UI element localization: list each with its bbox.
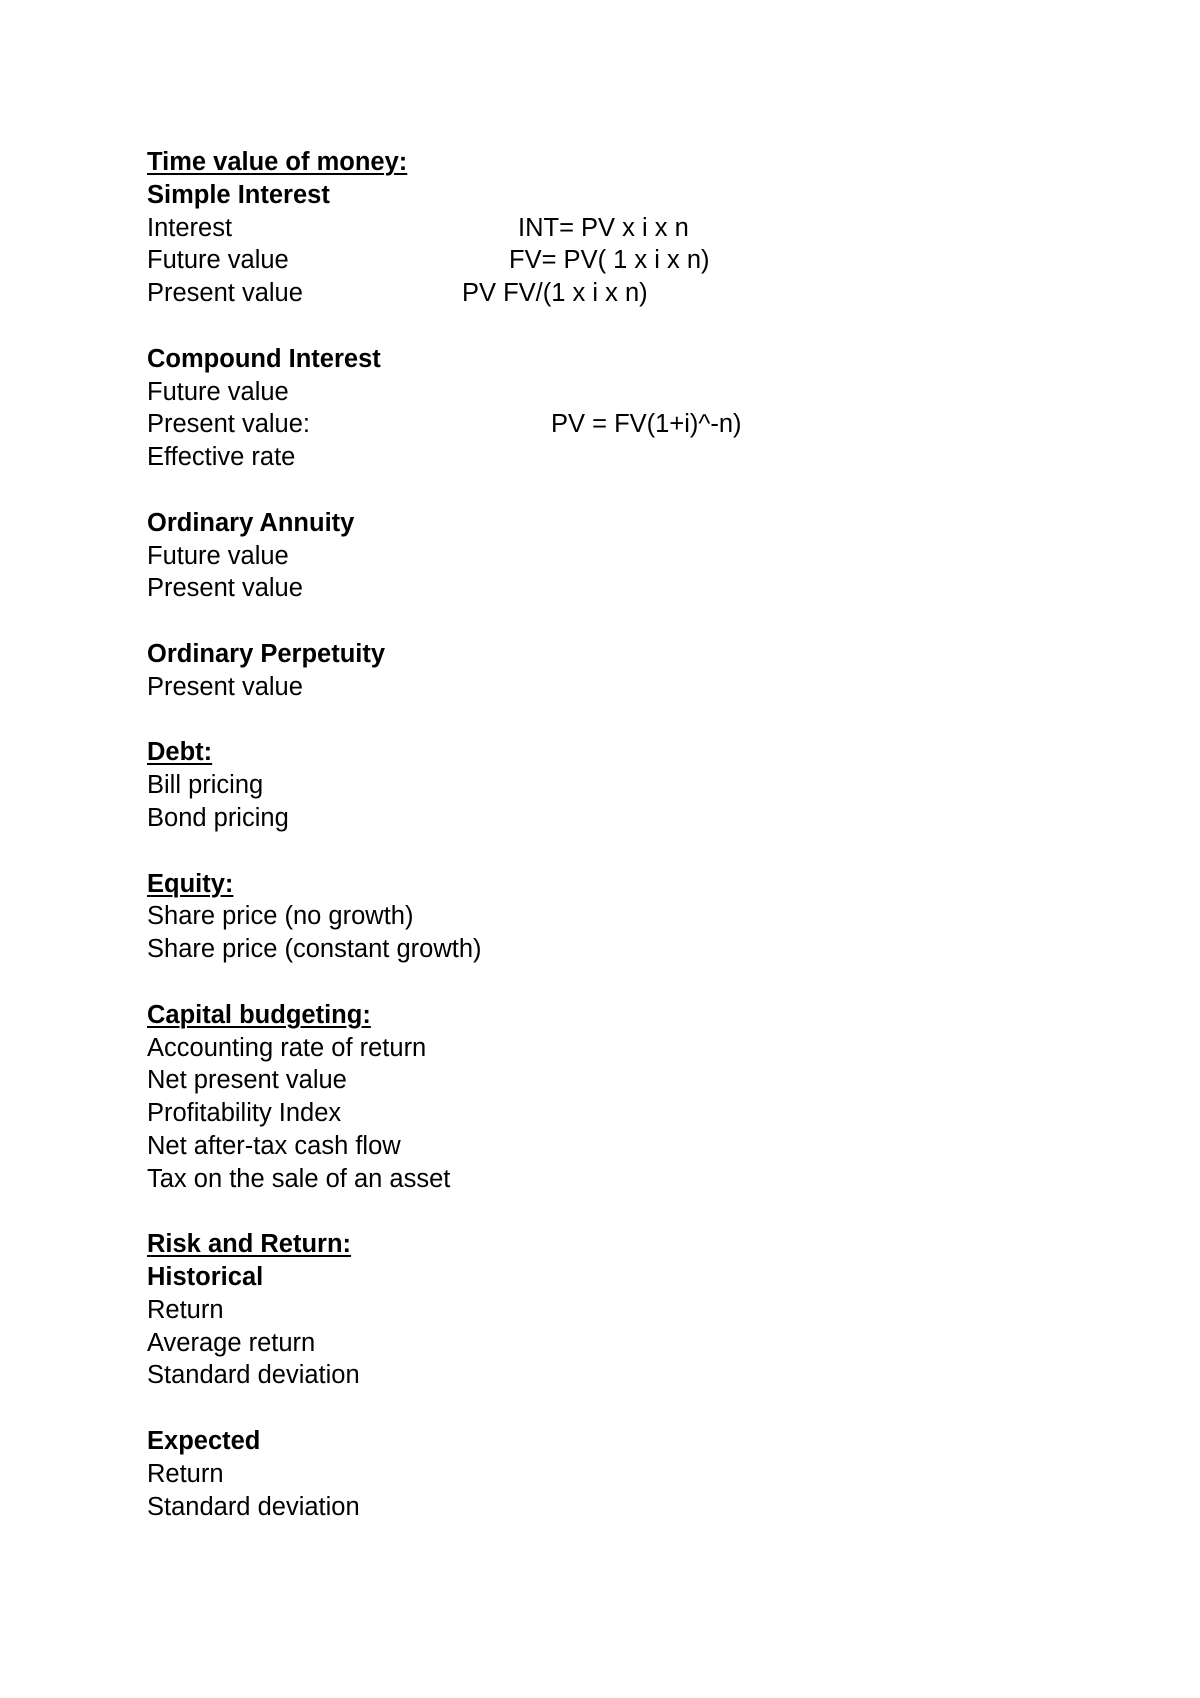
subheading-ordinary-annuity: Ordinary Annuity xyxy=(147,508,355,537)
spacer xyxy=(147,835,1097,868)
spacer xyxy=(147,966,1097,999)
row-share-price-no-growth: Share price (no growth) xyxy=(147,902,414,931)
row-label: Future value xyxy=(147,377,289,406)
row-accounting-rate-of-return: Accounting rate of return xyxy=(147,1033,427,1062)
section-title-risk-return: Risk and Return: xyxy=(147,1230,352,1259)
spacer xyxy=(147,474,1097,507)
section-title-time-value: Time value of money: xyxy=(147,148,408,176)
section-title-debt: Debt: xyxy=(147,738,213,767)
subheading-ordinary-perpetuity: Ordinary Perpetuity xyxy=(147,639,386,668)
formula-future-value: FV= PV( 1 x i x n) xyxy=(509,246,710,275)
spacer xyxy=(147,310,1097,343)
subheading-simple-interest: Simple Interest xyxy=(147,180,330,209)
row-label: Effective rate xyxy=(147,443,296,472)
spacer xyxy=(147,1196,1097,1229)
spacer xyxy=(147,605,1097,638)
row-expected-return: Return xyxy=(147,1459,224,1488)
row-annuity-future-value: Future value xyxy=(147,541,289,570)
row-compound-present-value xyxy=(147,408,1097,441)
formula-interest: INT= PV x i x n xyxy=(518,213,689,242)
section-title-equity: Equity: xyxy=(147,869,234,898)
row-label: Interest xyxy=(147,213,233,242)
row-net-present-value: Net present value xyxy=(147,1066,347,1095)
formula-sheet-page xyxy=(147,146,1097,1523)
row-simple-future-value xyxy=(147,244,1097,277)
row-simple-present-value xyxy=(147,277,1097,310)
subheading-historical: Historical xyxy=(147,1263,264,1292)
row-historical-return: Return xyxy=(147,1295,224,1324)
spacer xyxy=(147,1392,1097,1425)
row-bill-pricing: Bill pricing xyxy=(147,771,264,800)
row-label: Present value: xyxy=(147,410,311,439)
row-compound-future-value xyxy=(147,376,1097,409)
row-simple-interest xyxy=(147,212,1097,245)
row-share-price-constant-growth: Share price (constant growth) xyxy=(147,935,482,964)
row-net-after-tax-cash-flow: Net after-tax cash flow xyxy=(147,1131,401,1160)
row-historical-average-return: Average return xyxy=(147,1328,316,1357)
subheading-compound-interest: Compound Interest xyxy=(147,344,381,373)
row-label: Future value xyxy=(147,246,289,275)
row-perpetuity-present-value: Present value xyxy=(147,672,303,701)
row-effective-rate xyxy=(147,441,1097,474)
row-expected-standard-deviation: Standard deviation xyxy=(147,1492,360,1521)
row-label: Present value xyxy=(147,279,303,308)
row-historical-standard-deviation: Standard deviation xyxy=(147,1361,360,1390)
spacer xyxy=(147,704,1097,737)
formula-compound-present-value: PV = FV(1+i)^-n) xyxy=(551,410,742,439)
subheading-expected: Expected xyxy=(147,1427,261,1456)
row-bond-pricing: Bond pricing xyxy=(147,803,289,832)
formula-present-value: PV FV/(1 x i x n) xyxy=(462,279,648,308)
section-title-capital-budgeting: Capital budgeting: xyxy=(147,1000,371,1029)
row-tax-on-sale-of-asset: Tax on the sale of an asset xyxy=(147,1164,451,1193)
row-annuity-present-value: Present value xyxy=(147,574,303,603)
row-profitability-index: Profitability Index xyxy=(147,1099,342,1128)
